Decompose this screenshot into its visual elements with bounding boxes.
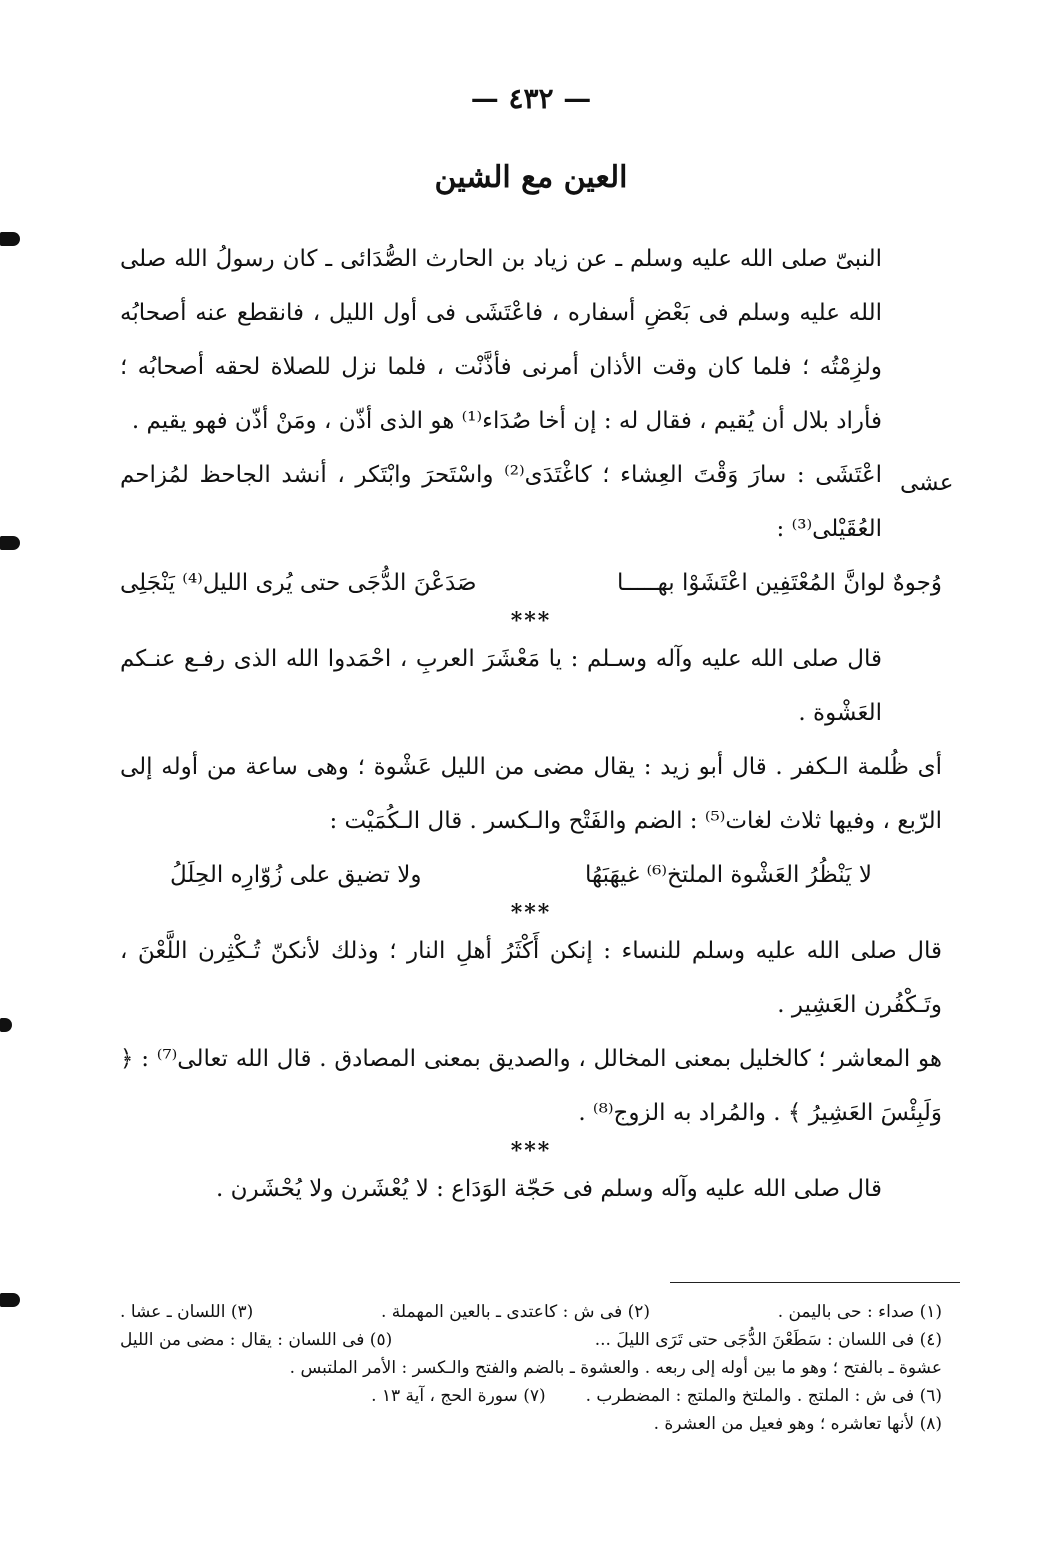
paragraph: قال صلى الله عليه وآله وسـلم : يا مَعْشَرَ العربِ ، احْمَدوا الله الذى رفـع عنـكم العَشْوة .: [120, 646, 882, 726]
page-number: — ٤٣٢ —: [470, 82, 592, 115]
footnote: (١) صداء : حى باليمن .: [777, 1302, 942, 1322]
verse-hemistich-first: وُجوهٌ لوانَّ المُعْتَفِين اعْتَشَوْا بهـــــا: [616, 570, 942, 596]
footnote: (٧) سورة الحج ، آية ١٣ .: [371, 1386, 546, 1406]
footnote-row: [120, 1298, 942, 1326]
scan-edge-mark: [0, 1293, 20, 1307]
paragraph: اعْتَشَى : سارَ وَقْتَ العِشاء ؛ كاغْتَدَى⁽²⁾ واسْتَحرَ وابْتَكر ، أنشد الجاحظ لمُزاحم العُقَيْلى⁽³⁾ :: [120, 462, 882, 542]
verse-hemistich-first: لا يَنْظُرُ العَشْوة الملتخ⁽⁶⁾ غيهَبَهُا: [585, 862, 872, 888]
verse-hemistich-second: صَدَعْنَ الدُّجَى حتى يُرى الليل⁽⁴⁾ يَنْجَلِى: [120, 570, 477, 596]
footnote: (٢) فى ش : كاعتدى ـ بالعين المهملة .: [380, 1302, 651, 1322]
paragraph: النبىّ صلى الله عليه وسلم ـ عن زياد بن الحارث الصُّدَائى ـ كان رسولُ الله صلى الله عليه وسلم فى بَعْضِ أسفاره ، فاعْتَشَى فى أول الليل ، فانقطع عنه أصحابُه ولزِمْتُه ؛ فلما كان وقت الأذان أمرنى فأذَّنْت ، فلما نزل للصلاة لحقه أصحابُه ؛ فأراد بلال أن يُقيم ، فقال له : إن أخا صُدَاء⁽¹⁾ هو الذى أذّن ، ومَنْ أذّن فهو يقيم .: [120, 246, 882, 434]
footnotes: [120, 1298, 942, 1438]
footnote: (٦) فى ش : الملتج . والملتخ والملتج : المضطرب .: [585, 1386, 942, 1406]
margin-headword: عشى: [900, 470, 954, 496]
section-separator-stars: ***: [510, 900, 552, 926]
verse-line: [120, 848, 942, 902]
footnote: (٣) اللسان ـ عشا .: [120, 1302, 254, 1322]
footnote: (٥) فى اللسان : يقال : مضى من الليل: [120, 1330, 393, 1350]
scan-edge-mark: [0, 536, 20, 550]
paragraph: هو المعاشر ؛ كالخليل بمعنى المخالل ، والصديق بمعنى المصادق . قال الله تعالى⁽⁷⁾ : ﴿ وَلَبِئْسَ العَشِيرُ ﴾ . والمُراد به الزوج⁽⁸⁾ .: [120, 1046, 942, 1126]
section-separator-stars: ***: [510, 1138, 552, 1164]
footnote: (٨) لأنها تعاشره ؛ وهو فعيل من العشرة .: [653, 1414, 942, 1434]
scan-edge-mark: [0, 232, 20, 246]
verse-line: [120, 556, 942, 610]
paragraph: قال صلى الله عليه وآله وسلم فى حَجّة الوَدَاع : لا يُعْشَرن ولا يُحْشَرن .: [215, 1176, 882, 1202]
body-text: [120, 232, 942, 1216]
section-title: العين مع الشين: [434, 160, 628, 195]
verse-hemistich-second: ولا تضيق على زُوّارِه الحِلَلُ: [170, 862, 422, 888]
paragraph: قال صلى الله عليه وسلم للنساء : إنكن أَكْثَرُ أهلِ النار ؛ وذلك لأنكنّ تُـكْثِرن اللَّعْنَ ، وتَـكْفُرن العَشِير .: [120, 938, 942, 1018]
footnote-continuation: عشوة ـ بالفتح ؛ وهو ما بين أوله إلى ربعه . والعشوة ـ بالضم والفتح والـكسر : الأمر الملتبس .: [289, 1358, 942, 1378]
section-separator-stars: ***: [510, 608, 552, 634]
footnote-row: [120, 1382, 942, 1410]
footnote-separator: [670, 1282, 960, 1283]
scan-edge-mark: [0, 1018, 12, 1032]
footnote: (٤) فى اللسان : سَطَعْنَ الدُّجَى حتى تَرَى الليلَ ...: [594, 1330, 942, 1350]
footnote-row: [120, 1326, 942, 1354]
paragraph: أى ظُلمة الـكفر . قال أبو زيد : يقال مضى من الليل عَشْوة ؛ وهى ساعة من أوله إلى الرّبع ، وفيها ثلاث لغات⁽⁵⁾ : الضم والفَتْح والـكسر . قال الـكُمَيْت :: [120, 754, 942, 834]
